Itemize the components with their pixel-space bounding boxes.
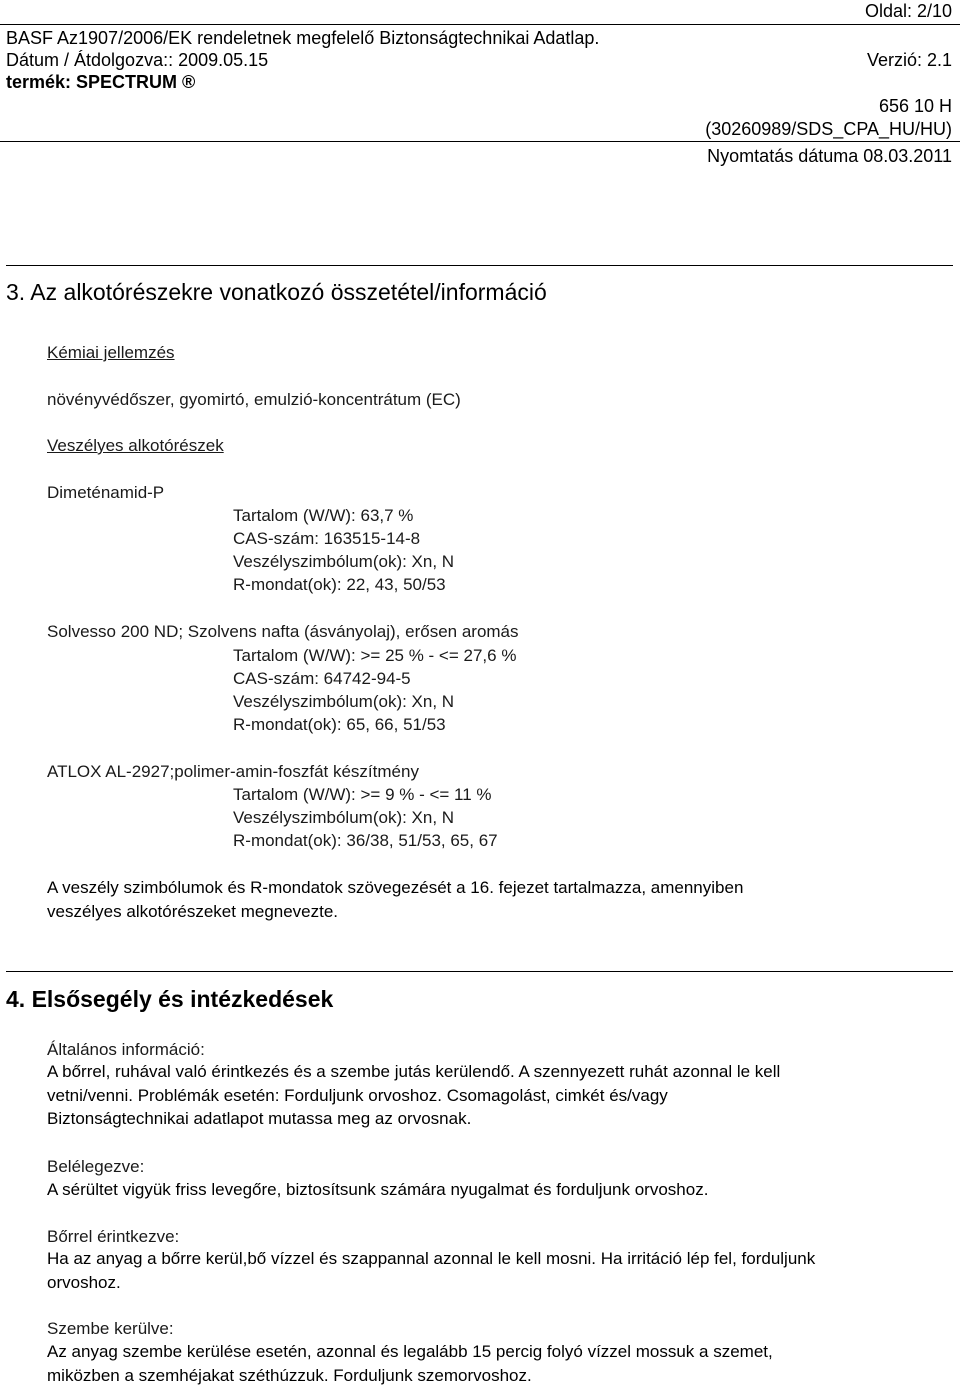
general-info-line-2: vetni/venni. Problémák esetén: Forduljunk orvoshoz. Csomagolást, cimkét és/vagy (47, 1085, 668, 1105)
general-info-line-1: A bőrrel, ruhával való érintkezés és a szembe jutás kerülendő. A szennyezett ruhát azonnal le kell (47, 1062, 781, 1081)
eye-contact-line-2: miközben a szemhéjakat széthúzzuk. Forduljunk szemorvoshoz. (47, 1365, 532, 1385)
page-number: Oldal: 2/10 (864, 1, 952, 21)
general-info-line-3: Biztonságtechnikai adatlapot mutassa meg az orvosnak. (47, 1109, 472, 1128)
chemical-characterization-text: növényvédőszer, gyomirtó, emulzió-koncentrátum (EC) (47, 390, 461, 409)
component-2-hazard-symbols: Veszélyszimbólum(ok): Xn, N (233, 692, 455, 711)
inhalation-label: Belélegezve: (47, 1157, 145, 1176)
hazard-note-line-1: A veszély szimbólumok és R-mondatok szövegezését a 16. fejezet tartalmazza, amennyiben (47, 878, 744, 897)
skin-contact-line-1: Ha az anyag a bőrre kerül,bő vízzel és szappannal azonnal le kell mosni. Ha irritáció lép fel, forduljunk (47, 1249, 816, 1268)
general-info-label: Általános információ: (47, 1040, 205, 1059)
component-3-r-phrases: R-mondat(ok): 36/38, 51/53, 65, 67 (233, 831, 498, 850)
component-2-cas: CAS-szám: 64742-94-5 (233, 669, 411, 688)
skin-contact-line-2: orvoshoz. (47, 1272, 121, 1292)
chemical-characterization-label: Kémiai jellemzés (47, 343, 175, 362)
product-code: 656 10 H (878, 96, 952, 116)
document-id: (30260989/SDS_CPA_HU/HU) (705, 119, 952, 139)
component-1-r-phrases: R-mondat(ok): 22, 43, 50/53 (233, 575, 446, 594)
component-1-name: Dimeténamid-P (47, 483, 165, 502)
skin-contact-label: Bőrrel érintkezve: (47, 1227, 180, 1246)
hazard-note-line-2: veszélyes alkotórészeket megnevezte. (47, 901, 339, 921)
component-2-r-phrases: R-mondat(ok): 65, 66, 51/53 (233, 715, 446, 734)
revision-date: Dátum / Átdolgozva:: 2009.05.15 (6, 50, 269, 70)
general-info-text (47, 1060, 947, 1131)
section-3-rule (6, 265, 953, 266)
hazard-note (47, 876, 947, 923)
eye-contact-label: Szembe kerülve: (47, 1319, 174, 1338)
hazardous-components-label: Veszélyes alkotórészek (47, 436, 224, 455)
component-3-content: Tartalom (W/W): >= 9 % - <= 11 % (233, 785, 492, 804)
section-4-rule (6, 971, 953, 972)
component-3-hazard-symbols: Veszélyszimbólum(ok): Xn, N (233, 808, 455, 827)
component-2-name: Solvesso 200 ND; Szolvens nafta (ásványolaj), erősen aromás (47, 622, 519, 641)
eye-contact-text (47, 1340, 947, 1387)
component-3-name: ATLOX AL-2927;polimer-amin-foszfát készítmény (47, 762, 419, 781)
component-2-content: Tartalom (W/W): >= 25 % - <= 27,6 % (233, 646, 517, 665)
eye-contact-line-1: Az anyag szembe kerülése esetén, azonnal és legalább 15 percig folyó vízzel mossuk a szemet, (47, 1342, 773, 1361)
component-1-cas: CAS-szám: 163515-14-8 (233, 529, 421, 548)
header-rule-bottom (0, 141, 960, 142)
header-rule-top (0, 24, 960, 25)
product-name: termék: SPECTRUM ® (6, 72, 196, 92)
version: Verzió: 2.1 (866, 50, 952, 70)
section-4-title: 4. Elsősegély és intézkedések (6, 986, 334, 1012)
regulation-title: BASF Az1907/2006/EK rendeletnek megfelelő Biztonságtechnikai Adatlap. (6, 28, 600, 48)
component-1-hazard-symbols: Veszélyszimbólum(ok): Xn, N (233, 552, 455, 571)
print-date: Nyomtatás dátuma 08.03.2011 (707, 146, 952, 166)
inhalation-text: A sérültet vigyük friss levegőre, biztosítsunk számára nyugalmat és forduljunk orvoshoz. (47, 1180, 709, 1199)
skin-contact-text (47, 1247, 947, 1294)
section-3-title: 3. Az alkotórészekre vonatkozó összetétel/információ (6, 279, 547, 305)
component-1-content: Tartalom (W/W): 63,7 % (233, 506, 414, 525)
